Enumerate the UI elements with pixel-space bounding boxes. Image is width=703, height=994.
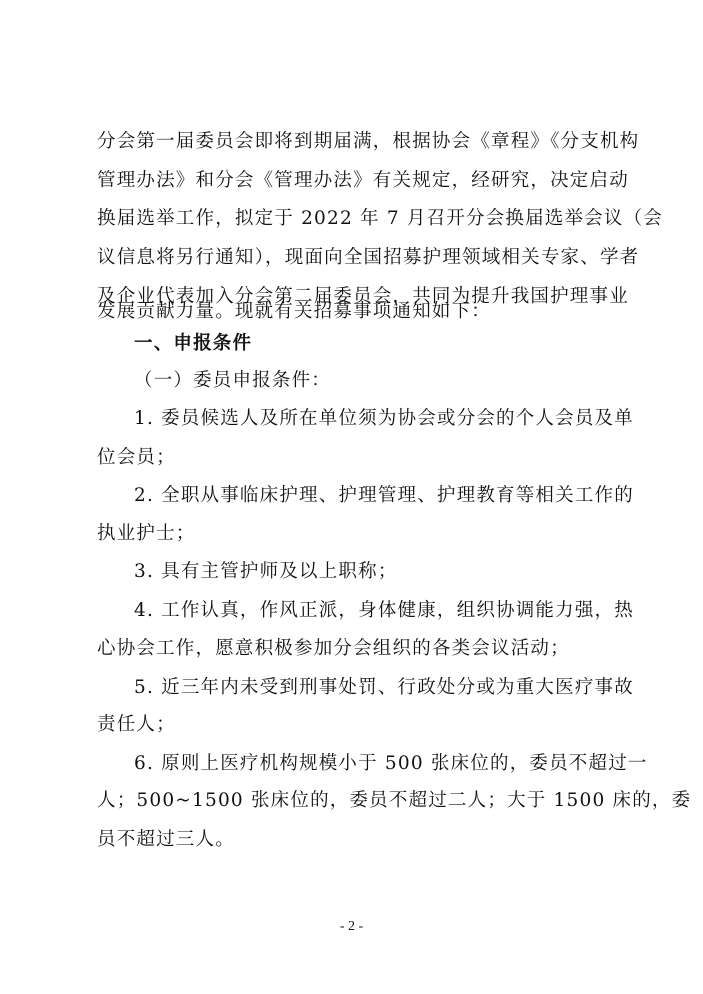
section-heading-1: 一、申报条件 [134,333,253,354]
body-line-4: 议信息将另行通知），现面向全国招募护理领域相关专家、学者 [97,247,640,268]
item-4-line-2: 心协会工作，愿意积极参加分会组织的各类会议活动； [97,638,570,659]
item-4-line-1: 4. 工作认真，作风正派，身体健康，组织协调能力强，热 [134,600,634,621]
item-2-line-1: 2. 全职从事临床护理、护理管理、护理教育等相关工作的 [134,485,634,506]
subsection-heading-1: （一）委员申报条件： [134,370,332,391]
item-2-line-2: 执业护士； [97,523,196,544]
body-line-5: 及企业代表加入分会第二届委员会，共同为提升我国护理事业 [97,286,629,307]
body-line-1: 分会第一届委员会即将到期届满，根据协会《章程》《分支机构 [97,131,640,152]
page-number: - 2 - [339,919,364,934]
item-5-line-1: 5. 近三年内未受到刑事处罚、行政处分或为重大医疗事故 [134,677,634,698]
item-1-line-2: 位会员； [97,447,176,468]
item-6-line-3: 员不超过三人。 [97,829,235,850]
body-line-6: 发展贡献力量。现就有关招募事项通知如下： [97,301,492,322]
item-6-line-2: 人；500~1500 张床位的，委员不超过二人；大于 1500 床的，委 [97,790,692,811]
item-6-line-1: 6. 原则上医疗机构规模小于 500 张床位的，委员不超过一 [134,753,648,774]
item-3: 3. 具有主管护师及以上职称； [134,561,398,582]
body-line-2: 管理办法》和分会《管理办法》有关规定，经研究，决定启动 [97,170,629,191]
item-5-line-2: 责任人； [97,714,176,735]
item-1-line-1: 1. 委员候选人及所在单位须为协会或分会的个人会员及单 [134,408,634,429]
body-line-3: 换届选举工作，拟定于 2022 年 7 月召开分会换届选举会议（会 [97,208,663,229]
